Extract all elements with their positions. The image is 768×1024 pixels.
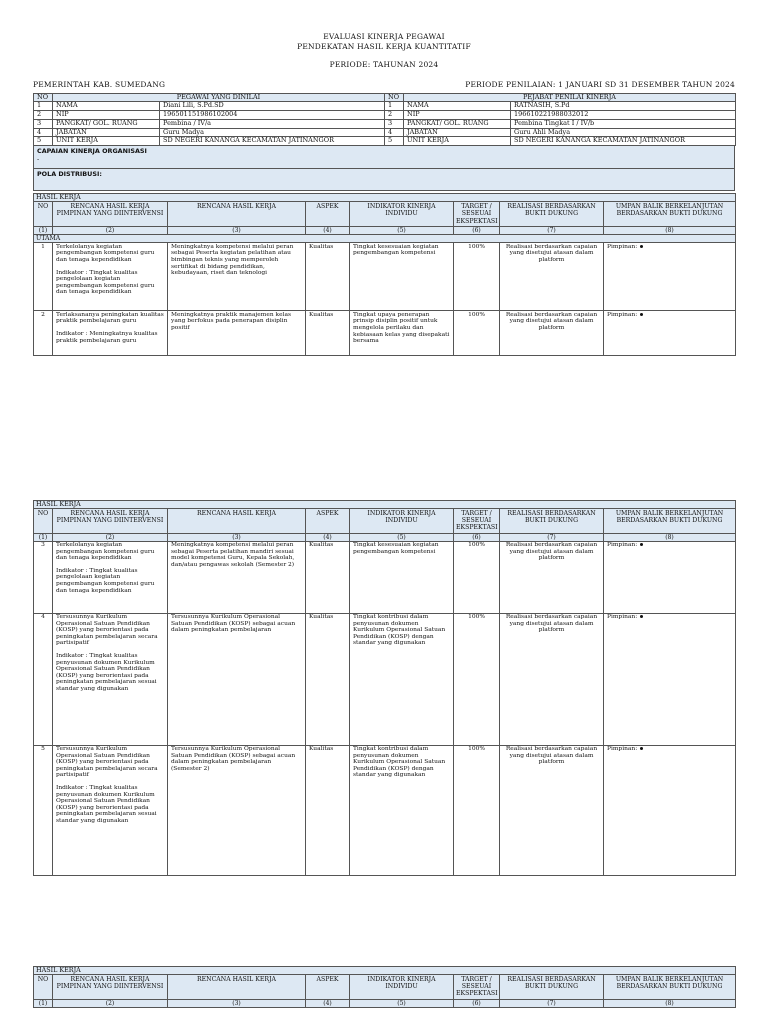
aspek-cell: Kualitas — [306, 541, 350, 613]
bullet-icon — [640, 747, 643, 750]
pejabat-header: PEJABAT PENILAI KINERJA — [404, 93, 736, 102]
bullet-icon — [640, 245, 643, 248]
identity-label: UNIT KERJA — [404, 137, 511, 146]
pimpinan-cell — [53, 613, 168, 745]
identity-label: NAMA — [53, 102, 160, 111]
pimpinan-cell — [53, 541, 168, 613]
column-number: (5) — [350, 999, 454, 1007]
doc-periode: PERIODE: TAHUNAN 2024 — [329, 60, 439, 69]
doc-title: EVALUASI KINERJA PEGAWAI — [323, 32, 445, 41]
capaian-value: - — [37, 155, 40, 164]
pimpinan-text: Tersusunnya Kurikulum Operasional Satuan Pendidikan (KOSP) yang berorientasi pada peningkatan pembelajaran secara partisipatif — [56, 614, 158, 647]
umpan-balik-cell — [604, 613, 736, 745]
identity-no: 2 — [34, 111, 53, 120]
hasil-kerja-title: HASIL KERJA — [34, 194, 736, 202]
hasil-kerja-title: HASIL KERJA — [34, 967, 736, 975]
capaian-section — [33, 145, 735, 191]
identity-label: NAMA — [404, 102, 511, 111]
column-header: TARGET / SESEUAI EKSPEKTASI — [454, 509, 500, 534]
bullet-icon — [640, 615, 643, 618]
column-number: (8) — [604, 533, 736, 541]
target-cell: 100% — [454, 243, 500, 311]
column-number: (2) — [53, 533, 168, 541]
pimpinan-text: Terkelolanya kegiatan pengembangan kompetensi guru dan tenaga kependidikan — [56, 542, 155, 562]
table-row — [34, 311, 736, 356]
column-header: REALISASI BERDASARKAN BUKTI DUKUNG — [500, 202, 604, 227]
column-header: ASPEK — [306, 202, 350, 227]
column-number: (5) — [350, 533, 454, 541]
pegawai-value: 196501151986102004 — [160, 111, 385, 120]
page-1 — [33, 32, 735, 356]
column-header: RENCANA HASIL KERJA — [168, 202, 306, 227]
pejabat-value: RATNASIH, S.Pd — [511, 102, 736, 111]
rencana-cell: Meningkatnya kompetensi melalui peran sebagai Peserta pelatihan mandiri sesuai model kompetensi Guru, Kepala Sekolah, dan/atau pengawas sekolah (Semester 2) — [168, 541, 306, 613]
hasil-kerja-table-3 — [33, 966, 736, 1008]
identity-label: JABATAN — [404, 128, 511, 137]
umpan-label: Pimpinan: — [607, 746, 638, 753]
pimpinan-text: Terkelolanya kegiatan pengembangan kompetensi guru dan tenaga kependidikan — [56, 243, 155, 264]
hasil-kerja-title: HASIL KERJA — [34, 501, 736, 509]
row-no: 4 — [34, 613, 53, 745]
rencana-cell: Meningkatnya praktik manajemen kelas yang berfokus pada penerapan disiplin positif — [168, 311, 306, 356]
umpan-label: Pimpinan: — [607, 542, 638, 549]
column-header: UMPAN BALIK BERKELANJUTAN BERDASARKAN BUKTI DUKUNG — [604, 202, 736, 227]
pimpinan-indikator: Indikator : Tingkat kualitas pengelolaan kegiatan pengembangan kompetensi guru dan tenaga kependidikan — [56, 567, 155, 594]
pimpinan-indikator: Indikator : Meningkatnya kualitas praktik pembelajaran guru — [56, 331, 158, 344]
identity-no-header: NO — [34, 93, 53, 102]
target-cell: 100% — [454, 745, 500, 875]
hasil-kerja-title-row — [34, 194, 736, 202]
table-row — [34, 745, 736, 875]
column-header-row — [34, 509, 736, 534]
aspek-cell: Kualitas — [306, 745, 350, 875]
umpan-label: Pimpinan: — [607, 311, 638, 318]
pola-title: POLA DISTRIBUSI: — [37, 170, 102, 179]
identity-label: NIP — [404, 111, 511, 120]
pejabat-value: Pembina Tingkat I / IV/b — [511, 119, 736, 128]
pimpinan-text: Terlaksananya peningkatan kualitas praktik pembelajaran guru — [56, 311, 164, 325]
realisasi-cell: Realisasi berdasarkan capaian yang disetujui atasan dalam platform — [500, 541, 604, 613]
utama-row — [34, 234, 736, 243]
realisasi-cell: Realisasi berdasarkan capaian yang disetujui atasan dalam platform — [500, 613, 604, 745]
column-number: (7) — [500, 533, 604, 541]
pimpinan-cell — [53, 243, 168, 311]
pegawai-value: Diani Lili, S.Pd.SD — [160, 102, 385, 111]
pejabat-value: 196610221988032012 — [511, 111, 736, 120]
identity-table — [33, 93, 736, 147]
hasil-kerja-title-row — [34, 501, 736, 509]
column-header: TARGET / SESEUAI EKSPEKTASI — [454, 202, 500, 227]
pegawai-value: SD NEGERI KANANGA KECAMATAN JATINANGOR — [160, 137, 385, 146]
column-header: ASPEK — [306, 509, 350, 534]
umpan-balik-cell — [604, 541, 736, 613]
table-row — [34, 243, 736, 311]
column-header: RENCANA HASIL KERJA — [168, 509, 306, 534]
pimpinan-cell — [53, 745, 168, 875]
identity-no-header: NO — [385, 93, 404, 102]
identity-label: UNIT KERJA — [53, 137, 160, 146]
identity-label: PANGKAT/ GOL. RUANG — [404, 119, 511, 128]
bullet-icon — [640, 543, 643, 546]
column-header: REALISASI BERDASARKAN BUKTI DUKUNG — [500, 975, 604, 1000]
identity-label: NIP — [53, 111, 160, 120]
identity-no: 4 — [34, 128, 53, 137]
aspek-cell: Kualitas — [306, 243, 350, 311]
column-header-row — [34, 202, 736, 227]
column-header: NO — [34, 202, 53, 227]
column-number: (8) — [604, 226, 736, 234]
row-no: 1 — [34, 243, 53, 311]
column-number: (3) — [168, 999, 306, 1007]
column-number: (3) — [168, 533, 306, 541]
pimpinan-text: Tersusunnya Kurikulum Operasional Satuan Pendidikan (KOSP) yang berorientasi pada peningkatan pembelajaran secara partisipatif — [56, 746, 158, 779]
umpan-balik-cell — [604, 745, 736, 875]
identity-row — [34, 119, 736, 128]
identity-no: 3 — [34, 119, 53, 128]
column-header: INDIKATOR KINERJA INDIVIDU — [350, 975, 454, 1000]
target-cell: 100% — [454, 613, 500, 745]
column-header: TARGET / SESEUAI EKSPEKTASI — [454, 975, 500, 1000]
pimpinan-indikator: Indikator : Tingkat kualitas penyusunan dokumen Kurikulum Operasional Satuan Pendidikan (KOSP) yang berorientasi pada peningkatan pembelajaran sesuai standar yang digunakan — [56, 785, 157, 825]
capaian-row — [34, 146, 735, 169]
header-info-row — [33, 80, 735, 89]
table-row — [34, 541, 736, 613]
column-number: (4) — [306, 533, 350, 541]
column-header: INDIKATOR KINERJA INDIVIDU — [350, 509, 454, 534]
doc-subtitle: PENDEKATAN HASIL KERJA KUANTITATIF — [297, 41, 471, 51]
column-number: (8) — [604, 999, 736, 1007]
column-header: INDIKATOR KINERJA INDIVIDU — [350, 202, 454, 227]
column-number: (6) — [454, 226, 500, 234]
column-header: RENCANA HASIL KERJA PIMPINAN YANG DIINTERVENSI — [53, 202, 168, 227]
column-header: ASPEK — [306, 975, 350, 1000]
rencana-cell: Tersusunnya Kurikulum Operasional Satuan Pendidikan (KOSP) sebagai acuan dalam peningkatan pembelajaran — [168, 613, 306, 745]
page-2 — [33, 500, 735, 876]
pola-cell — [34, 169, 735, 191]
row-no: 3 — [34, 541, 53, 613]
pimpinan-cell — [53, 311, 168, 356]
row-no: 5 — [34, 745, 53, 875]
indikator-cell: Tingkat kontribusi dalam penyusunan dokumen Kurikulum Operasional Satuan Pendidikan (KOSP) dengan standar yang digunakan — [350, 745, 454, 875]
pola-row — [34, 169, 735, 191]
hasil-kerja-table-2 — [33, 500, 736, 876]
umpan-label: Pimpinan: — [607, 614, 638, 621]
column-number: (7) — [500, 999, 604, 1007]
periode-penilaian: PERIODE PENILAIAN: 1 JANUARI SD 31 DESEMBER TAHUN 2024 — [465, 79, 735, 89]
identity-label: PANGKAT/ GOL. RUANG — [53, 119, 160, 128]
column-number: (4) — [306, 999, 350, 1007]
identity-no: 4 — [385, 128, 404, 137]
indikator-cell: Tingkat upaya penerapan prinsip disiplin positif untuk mengelola perilaku dan kebiasaan kelas yang disepakati bersama — [350, 311, 454, 356]
column-number: (1) — [34, 533, 53, 541]
target-cell: 100% — [454, 541, 500, 613]
realisasi-cell: Realisasi berdasarkan capaian yang disetujui atasan dalam platform — [500, 745, 604, 875]
pimpinan-indikator: Indikator : Tingkat kualitas pengelolaan kegiatan pengembangan kompetensi guru dan tenaga kependidikan — [56, 269, 155, 296]
pimpinan-indikator: Indikator : Tingkat kualitas penyusunan dokumen Kurikulum Operasional Satuan Pendidikan (KOSP) yang berorientasi pada peningkatan pembelajaran sesuai standar yang digunakan — [56, 653, 157, 693]
column-number-row — [34, 533, 736, 541]
capaian-cell — [34, 146, 735, 169]
column-header: RENCANA HASIL KERJA PIMPINAN YANG DIINTERVENSI — [53, 975, 168, 1000]
column-number: (4) — [306, 226, 350, 234]
column-number: (2) — [53, 226, 168, 234]
identity-row — [34, 102, 736, 111]
column-number: (7) — [500, 226, 604, 234]
identity-header-row — [34, 93, 736, 102]
target-cell: 100% — [454, 311, 500, 356]
table-row — [34, 613, 736, 745]
identity-no: 5 — [385, 137, 404, 146]
column-header: UMPAN BALIK BERKELANJUTAN BERDASARKAN BUKTI DUKUNG — [604, 509, 736, 534]
identity-no: 3 — [385, 119, 404, 128]
identity-no: 2 — [385, 111, 404, 120]
column-number-row — [34, 226, 736, 234]
hasil-kerja-title-row — [34, 967, 736, 975]
hasil-kerja-table-1 — [33, 193, 736, 356]
column-number: (5) — [350, 226, 454, 234]
column-header: NO — [34, 975, 53, 1000]
identity-no: 5 — [34, 137, 53, 146]
column-header: UMPAN BALIK BERKELANJUTAN BERDASARKAN BUKTI DUKUNG — [604, 975, 736, 1000]
document-header — [33, 32, 735, 70]
umpan-balik-cell — [604, 243, 736, 311]
column-number: (6) — [454, 999, 500, 1007]
realisasi-cell: Realisasi berdasarkan capaian yang disetujui atasan dalam platform — [500, 311, 604, 356]
rencana-cell: Tersusunnya Kurikulum Operasional Satuan Pendidikan (KOSP) sebagai acuan dalam peningkatan pembelajaran (Semester 2) — [168, 745, 306, 875]
column-header-row — [34, 975, 736, 1000]
umpan-label: Pimpinan: — [607, 243, 638, 250]
column-number: (1) — [34, 226, 53, 234]
page-3 — [33, 966, 735, 1008]
column-header: RENCANA HASIL KERJA PIMPINAN YANG DIINTERVENSI — [53, 509, 168, 534]
aspek-cell: Kualitas — [306, 311, 350, 356]
identity-no: 1 — [385, 102, 404, 111]
column-number: (3) — [168, 226, 306, 234]
row-no: 2 — [34, 311, 53, 356]
column-number: (1) — [34, 999, 53, 1007]
identity-no: 1 — [34, 102, 53, 111]
identity-row — [34, 111, 736, 120]
indikator-cell: Tingkat kesesuaian kegiatan pengembangan kompetensi — [350, 243, 454, 311]
aspek-cell: Kualitas — [306, 613, 350, 745]
pegawai-value: Pembina / IV/a — [160, 119, 385, 128]
pejabat-value: Guru Ahli Madya — [511, 128, 736, 137]
indikator-cell: Tingkat kesesuaian kegiatan pengembangan kompetensi — [350, 541, 454, 613]
capaian-title: CAPAIAN KINERJA ORGANISASI — [37, 147, 147, 156]
identity-label: JABATAN — [53, 128, 160, 137]
rencana-cell: Meningkatnya kompetensi melalui peran sebagai Peserta kegiatan pelatihan atau bimbingan teknis yang memperoleh sertifikat di bidang pendidikan, kebudayaan, riset dan teknologi — [168, 243, 306, 311]
bullet-icon — [640, 313, 643, 316]
umpan-balik-cell — [604, 311, 736, 356]
pegawai-value: Guru Madya — [160, 128, 385, 137]
column-number: (2) — [53, 999, 168, 1007]
pejabat-value: SD NEGERI KANANGA KECAMATAN JATINANGOR — [511, 137, 736, 146]
realisasi-cell: Realisasi berdasarkan capaian yang disetujui atasan dalam platform — [500, 243, 604, 311]
column-number-row — [34, 999, 736, 1007]
column-number: (6) — [454, 533, 500, 541]
column-header: RENCANA HASIL KERJA — [168, 975, 306, 1000]
pemerintah-label: PEMERINTAH KAB. SUMEDANG — [33, 79, 166, 89]
pegawai-header: PEGAWAI YANG DINILAI — [53, 93, 385, 102]
utama-label: UTAMA — [34, 234, 736, 243]
indikator-cell: Tingkat kontribusi dalam penyusunan dokumen Kurikulum Operasional Satuan Pendidikan (KOSP) dengan standar yang digunakan — [350, 613, 454, 745]
column-header: REALISASI BERDASARKAN BUKTI DUKUNG — [500, 509, 604, 534]
column-header: NO — [34, 509, 53, 534]
